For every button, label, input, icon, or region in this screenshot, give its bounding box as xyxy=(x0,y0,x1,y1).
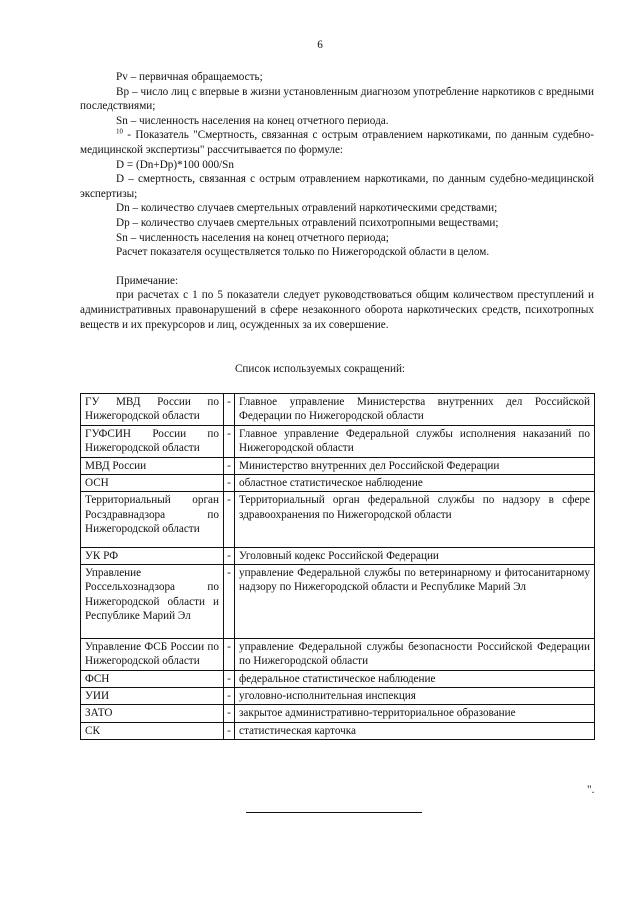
meaning-cell: областное статистическое наблюдение xyxy=(235,475,595,492)
abbreviation-cell: СК xyxy=(81,722,224,739)
closing-mark: ". xyxy=(587,784,595,796)
dash-cell: - xyxy=(224,565,235,639)
meaning-cell: управление Федеральной службы безопасности Российской Федерации по Нижегородской области xyxy=(235,638,595,670)
abbreviation-cell: Управление Россельхознадзора по Нижегородской области и Республике Марий Эл xyxy=(81,565,224,639)
meaning-cell: управление Федеральной службы по ветеринарному и фитосанитарному надзору по Нижегородской области и Республике Марий Эл xyxy=(235,565,595,639)
abbreviation-cell: МВД России xyxy=(81,457,224,474)
table-row xyxy=(81,475,595,492)
dash-cell: - xyxy=(224,457,235,474)
main-text xyxy=(80,70,594,332)
note-title: Примечание: xyxy=(116,274,179,287)
table-row xyxy=(81,425,595,457)
sn-definition-2: Sn – численность населения на конец отчетного периода; xyxy=(116,231,389,244)
meaning-cell: Главное управление Министерства внутренних дел Российской Федерации по Нижегородской области xyxy=(235,394,595,426)
meaning-cell: федеральное статистическое наблюдение xyxy=(235,670,595,687)
abbreviations-title: Список используемых сокращений: xyxy=(234,363,406,375)
dash-cell: - xyxy=(224,638,235,670)
dash-cell: - xyxy=(224,722,235,739)
indicator-description xyxy=(80,128,594,157)
calc-note: Расчет показателя осуществляется только по Нижегородской области в целом. xyxy=(116,246,490,259)
table-row xyxy=(81,394,595,426)
bp-definition: Bp – число лиц с впервые в жизни установленным диагнозом употребление наркотиков с вредными последствиями; xyxy=(80,85,594,113)
dash-cell: - xyxy=(224,425,235,457)
spacer xyxy=(116,260,594,274)
abbreviation-cell: УК РФ xyxy=(81,547,224,564)
meaning-cell: Министерство внутренних дел Российской Федерации xyxy=(235,457,595,474)
dash-cell: - xyxy=(224,394,235,426)
table-row xyxy=(81,638,595,670)
formula: D = (Dn+Dp)*100 000/Sn xyxy=(116,158,234,171)
page-number: 6 xyxy=(317,39,323,51)
abbreviation-cell: ГУФСИН России по Нижегородской области xyxy=(81,425,224,457)
dash-cell: - xyxy=(224,547,235,564)
pv-definition: Pv – первичная обращаемость; xyxy=(116,71,263,83)
meaning-cell: Территориальный орган федеральной службы по надзору в сфере здравоохранения по Нижегородской области xyxy=(235,492,595,547)
meaning-cell: закрытое административно-территориальное образование xyxy=(235,705,595,722)
abbreviation-cell: ФСН xyxy=(81,670,224,687)
dp-definition: Dp – количество случаев смертельных отравлений психотропными веществами; xyxy=(116,216,499,229)
meaning-cell: статистическая карточка xyxy=(235,722,595,739)
note-text: при расчетах с 1 по 5 показатели следует руководствоваться общим количеством преступлений и административных правонарушений в сфере незаконного оборота наркотических средств, психотропных веществ и их прекурсоров и лиц, осужденных за их совершение. xyxy=(80,289,594,331)
table-row xyxy=(81,492,595,547)
abbreviation-cell: УИИ xyxy=(81,687,224,704)
abbreviation-cell: ГУ МВД России по Нижегородской области xyxy=(81,394,224,426)
dash-cell: - xyxy=(224,475,235,492)
table-row xyxy=(81,687,595,704)
d-definition: D – смертность, связанная с острым отравлением наркотиками, по данным судебно-медицинской экспертизы; xyxy=(80,173,594,200)
dn-definition: Dn – количество случаев смертельных отравлений наркотическими средствами; xyxy=(116,202,498,215)
abbreviation-cell: ОСН xyxy=(81,475,224,492)
dash-cell: - xyxy=(224,705,235,722)
meaning-cell: уголовно-исполнительная инспекция xyxy=(235,687,595,704)
dash-cell: - xyxy=(224,492,235,547)
table-row xyxy=(81,547,595,564)
table-row xyxy=(81,722,595,739)
dash-cell: - xyxy=(224,687,235,704)
dash-cell: - xyxy=(224,670,235,687)
abbreviation-cell: ЗАТО xyxy=(81,705,224,722)
table-row xyxy=(81,705,595,722)
table-row xyxy=(81,670,595,687)
table-row xyxy=(81,565,595,639)
footnote-number: 10 xyxy=(116,127,123,136)
sn-definition-1: Sn – численность населения на конец отчетного периода. xyxy=(116,114,389,127)
meaning-cell: Уголовный кодекс Российской Федерации xyxy=(235,547,595,564)
table-row xyxy=(81,457,595,474)
abbreviation-cell: Территориальный орган Росздравнадзора по Нижегородской области xyxy=(81,492,224,547)
indicator-text: - Показатель "Смертность, связанная с острым отравлением наркотиками, по данным судебно-медицинской экспертизы" рассчитывается по формуле: xyxy=(80,129,594,156)
meaning-cell: Главное управление Федеральной службы исполнения наказаний по Нижегородской области xyxy=(235,425,595,457)
abbreviation-cell: Управление ФСБ России по Нижегородской области xyxy=(81,638,224,670)
footer-rule xyxy=(246,812,422,813)
abbreviations-table xyxy=(80,393,595,740)
